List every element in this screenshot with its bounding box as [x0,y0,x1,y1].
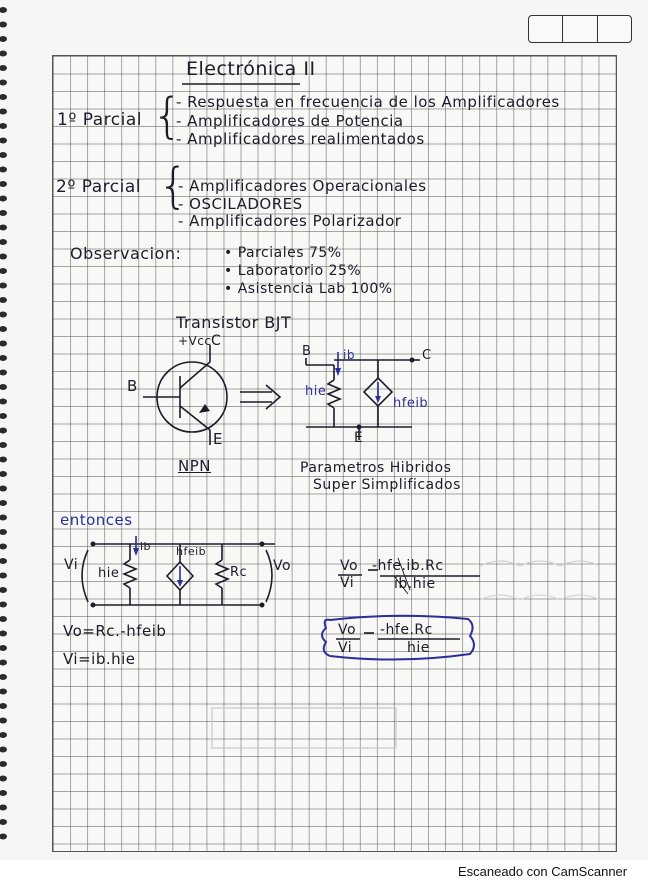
gain2-rhs-top: -hfe.Rc [380,622,433,638]
observacion-label: Observacion: [70,244,182,263]
parcial1-topic: - Respuesta en frecuencia de los Amplificadores [176,93,560,111]
parcial2-topic: - Amplificadores Polarizador [178,212,402,230]
parcial1-label: 1º Parcial [57,110,142,130]
hybrid-c: C [422,348,432,363]
parcial1-topic: - Amplificadores realimentados [176,130,425,148]
observacion-item: • Parciales 75% [224,245,342,261]
label-c: C [211,333,222,349]
equation-vo: Vo=Rc.-hfeib [63,622,167,640]
gain2-lhs-bottom: Vi [338,640,353,656]
circuit-vo: Vo [273,558,292,574]
hybrid-e: E [354,430,364,446]
circuit-hfeib: hfeib [176,545,207,558]
observacion-item: • Asistencia Lab 100% [224,281,393,297]
parcial2-topic: - Amplificadores Operacionales [178,177,427,195]
hybrid-hfeib: hfeib [393,396,429,411]
brace-2: { [158,158,190,214]
transistor-title: Transistor BJT [176,313,292,332]
hybrid-caption: Parametros Hibridos [300,460,452,476]
brace-1: { [152,88,184,144]
label-npn: NPN [178,457,211,475]
parcial2-topic: - OSCILADORES [178,195,303,213]
hybrid-caption: Super Simplificados [313,477,461,493]
entonces-label: entonces [60,511,133,529]
gain2-lhs-top: Vo [338,622,357,638]
parcial1-topic: - Amplificadores de Potencia [176,112,404,130]
hybrid-hie: hie [305,384,327,399]
hybrid-ib: ib [343,348,355,362]
circuit-vi: Vi [64,557,79,573]
label-e: E [213,430,223,448]
circuit-rc: Rc [230,565,248,580]
gain1-lhs-bottom: Vi [340,575,355,591]
equation-vi: Vi=ib.hie [63,650,136,668]
label-vcc: +Vcc [178,334,212,348]
gain1-lhs-top: Vo [340,558,359,574]
hybrid-b: B [302,344,312,359]
observacion-item: • Laboratorio 25% [224,263,362,279]
parcial2-label: 2º Parcial [56,177,141,197]
scanner-footer: Escaneado con CamScanner [458,864,628,879]
page-title: Electrónica II [186,58,316,80]
gain2-rhs-bottom: hie [407,640,430,656]
circuit-ib: ib [140,540,152,553]
gain1-rhs-bottom: ib.hie [394,576,436,592]
gain1-rhs-top: -hfe.ib.Rc [372,558,444,574]
circuit-hie: hie [98,566,120,581]
label-b: B [127,377,138,395]
